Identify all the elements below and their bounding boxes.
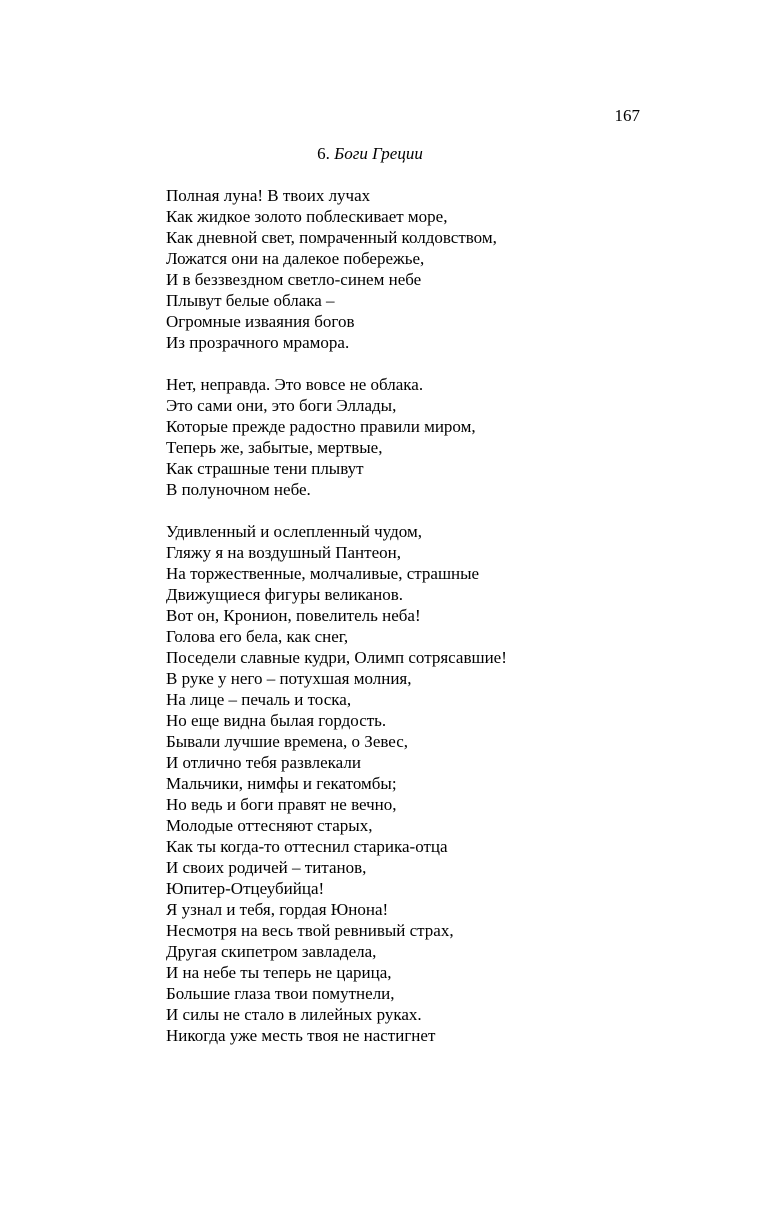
poem-line: Никогда уже месть твоя не настигнет xyxy=(166,1026,436,1045)
poem-line: Поседели славные кудри, Олимп сотрясавшие! xyxy=(166,648,507,667)
poem-number: 6. xyxy=(317,144,330,163)
poem-line: Как ты когда-то оттеснил старика-отца xyxy=(166,837,448,856)
poem-line: Голова его бела, как снег, xyxy=(166,627,349,646)
poem-line: Как жидкое золото поблескивает море, xyxy=(166,207,448,226)
poem-line: Огромные изваяния богов xyxy=(166,312,355,331)
poem-line: Нет, неправда. Это вовсе не облака. xyxy=(166,375,424,394)
poem-line: Как страшные тени плывут xyxy=(166,459,364,478)
poem-line: И отлично тебя развлекали xyxy=(166,753,361,772)
poem-body xyxy=(166,185,646,1067)
poem-line: Бывали лучшие времена, о Зевес, xyxy=(166,732,409,751)
poem-line: Гляжу я на воздушный Пантеон, xyxy=(166,543,401,562)
poem-line: На лице – печаль и тоска, xyxy=(166,690,352,709)
poem-line: И силы не стало в лилейных руках. xyxy=(166,1005,422,1024)
poem-line: Полная луна! В твоих лучах xyxy=(166,186,371,205)
poem-line: Движущиеся фигуры великанов. xyxy=(166,585,403,604)
poem-line: Удивленный и ослепленный чудом, xyxy=(166,522,422,541)
poem-line: Плывут белые облака – xyxy=(166,291,335,310)
poem-line: Юпитер-Отцеубийца! xyxy=(166,879,325,898)
poem-line: Большие глаза твои помутнели, xyxy=(166,984,395,1003)
stanza-3 xyxy=(166,521,646,1046)
poem-line: Несмотря на весь твой ревнивый страх, xyxy=(166,921,454,940)
poem-line: Из прозрачного мрамора. xyxy=(166,333,350,352)
poem-line: Мальчики, нимфы и гекатомбы; xyxy=(166,774,397,793)
poem-line: Ложатся они на далекое побережье, xyxy=(166,249,425,268)
poem-line: В руке у него – потухшая молния, xyxy=(166,669,412,688)
poem-line: Это сами они, это боги Эллады, xyxy=(166,396,397,415)
poem-line: Теперь же, забытые, мертвые, xyxy=(166,438,383,457)
stanza-2 xyxy=(166,374,646,500)
page-number: 167 xyxy=(614,106,640,125)
poem-title: Боги Греции xyxy=(334,144,423,163)
poem-line: Как дневной свет, помраченный колдовством, xyxy=(166,228,497,247)
poem-line: И своих родичей – титанов, xyxy=(166,858,367,877)
stanza-1 xyxy=(166,185,646,353)
poem-line: Но еще видна былая гордость. xyxy=(166,711,387,730)
poem-line: Я узнал и тебя, гордая Юнона! xyxy=(166,900,389,919)
poem-heading xyxy=(166,142,574,166)
poem-line: И на небе ты теперь не царица, xyxy=(166,963,392,982)
poem-line: Но ведь и боги правят не вечно, xyxy=(166,795,397,814)
poem-line: Которые прежде радостно правили миром, xyxy=(166,417,476,436)
poem-line: На торжественные, молчаливые, страшные xyxy=(166,564,480,583)
poem-line: Молодые оттесняют старых, xyxy=(166,816,373,835)
poem-line: В полуночном небе. xyxy=(166,480,311,499)
poem-line: И в беззвездном светло-синем небе xyxy=(166,270,422,289)
poem-line: Другая скипетром завладела, xyxy=(166,942,377,961)
poem-line: Вот он, Кронион, повелитель неба! xyxy=(166,606,421,625)
